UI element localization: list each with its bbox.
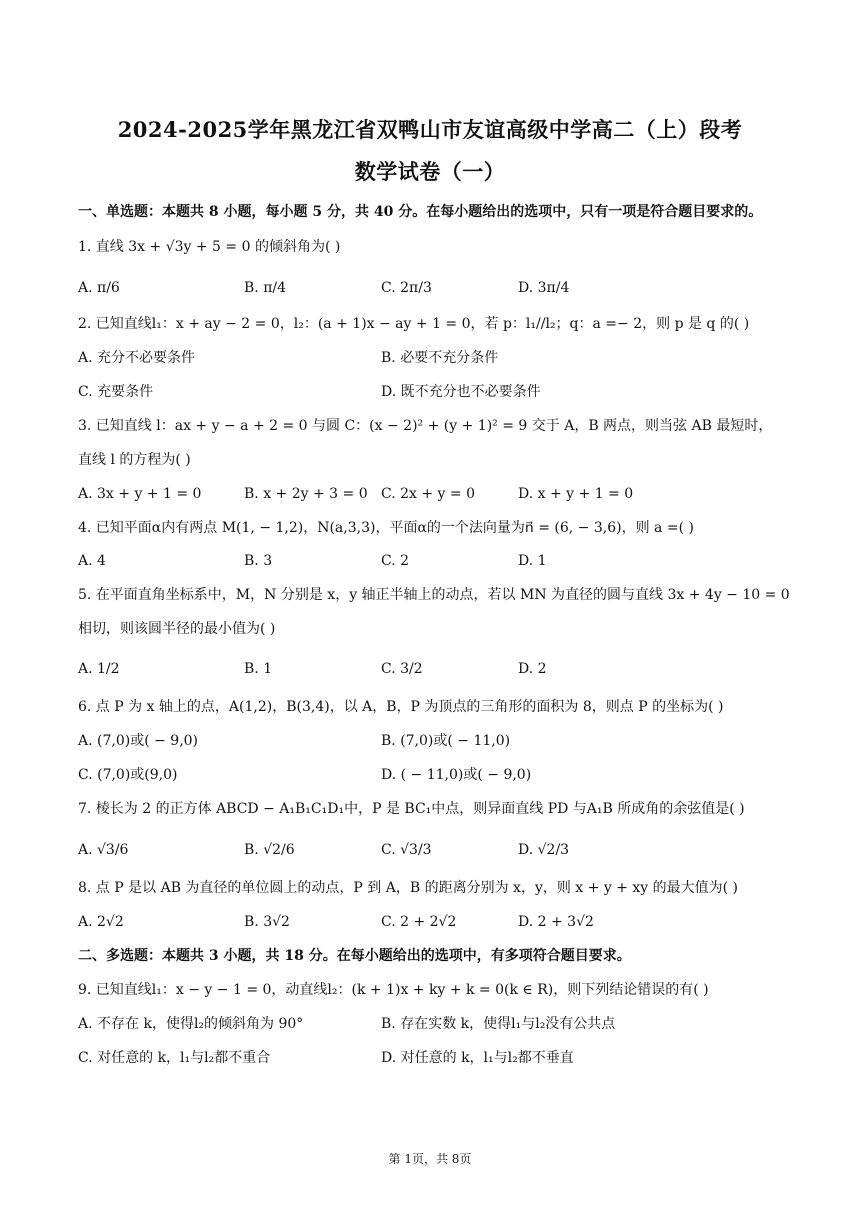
question-2-stem: 2. 已知直线l₁：x + ay − 2 = 0，l₂：(a + 1)x − ay + 1 = 0，若 p：l₁//l₂；q：a =− 2，则 p 是 q 的( )	[78, 316, 750, 332]
question-5-option-d: D. 2	[518, 661, 547, 677]
question-4-option-d: D. 1	[518, 553, 547, 569]
question-6-option-a: A. (7,0)或( − 9,0)	[78, 733, 199, 749]
question-3-stem: 3. 已知直线 l：ax + y − a + 2 = 0 与圆 C：(x − 2)² + (y + 1)² = 9 交于 A，B 两点，则当弦 AB 最短时，	[78, 418, 773, 434]
question-9-stem: 9. 已知直线l₁：x − y − 1 = 0，动直线l₂：(k + 1)x + ky + k = 0(k ∈ R)，则下列结论错误的有( )	[78, 982, 709, 998]
question-7-option-d: D. √2/3	[518, 842, 570, 858]
question-1-option-d: D. 3π/4	[518, 280, 570, 296]
section-heading-multiple-choice: 二、多选题：本题共 3 小题，共 18 分。在每小题给出的选项中，有多项符合题目要求。	[78, 948, 631, 964]
question-2-option-d: D. 既不充分也不必要条件	[381, 384, 541, 400]
question-1-option-b: B. π/4	[244, 280, 287, 296]
question-3-option-d: D. x + y + 1 = 0	[518, 486, 634, 502]
exam-title-line1: 2024-2025学年黑龙江省双鸭山市友谊高级中学高二（上）段考	[117, 117, 743, 142]
question-3-stem-continued: 直线 l 的方程为( )	[78, 452, 191, 468]
question-7-option-b: B. √2/6	[244, 842, 295, 858]
question-1-option-c: C. 2π/3	[381, 280, 432, 296]
question-6-option-b: B. (7,0)或( − 11,0)	[381, 733, 511, 749]
question-7-option-a: A. √3/6	[78, 842, 129, 858]
question-1-option-a: A. π/6	[78, 280, 120, 296]
section-heading-single-choice: 一、单选题：本题共 8 小题，每小题 5 分，共 40 分。在每小题给出的选项中，只有一项是符合题目要求的。	[78, 204, 763, 220]
question-4-option-a: A. 4	[78, 553, 106, 569]
question-5-stem-continued: 相切，则该圆半径的最小值为( )	[78, 621, 276, 637]
question-9-option-b: B. 存在实数 k，使得l₁与l₂没有公共点	[381, 1016, 616, 1032]
question-2-option-c: C. 充要条件	[78, 384, 154, 400]
question-8-stem: 8. 点 P 是以 AB 为直径的单位圆上的动点，P 到 A，B 的距离分别为 x，y，则 x + y + xy 的最大值为( )	[78, 880, 738, 896]
page-footer: 第 1页，共 8页	[388, 1152, 472, 1166]
question-3-option-a: A. 3x + y + 1 = 0	[78, 486, 202, 502]
question-8-option-d: D. 2 + 3√2	[518, 914, 594, 930]
question-4-stem: 4. 已知平面α内有两点 M(1, − 1,2)，N(a,3,3)，平面α的一个法向量为n⃗ = (6, − 3,6)，则 a =( )	[78, 520, 694, 536]
question-2-option-b: B. 必要不充分条件	[381, 350, 499, 366]
question-7-stem: 7. 棱长为 2 的正方体 ABCD − A₁B₁C₁D₁中，P 是 BC₁中点，则异面直线 PD 与A₁B 所成角的余弦值是( )	[78, 801, 745, 817]
question-5-option-b: B. 1	[244, 661, 273, 677]
question-8-option-a: A. 2√2	[78, 914, 124, 930]
question-6-stem: 6. 点 P 为 x 轴上的点，A(1,2)，B(3,4)，以 A，B，P 为顶点的三角形的面积为 8，则点 P 的坐标为( )	[78, 699, 724, 715]
question-3-option-b: B. x + 2y + 3 = 0	[244, 486, 368, 502]
question-5-option-a: A. 1/2	[78, 661, 120, 677]
question-5-option-c: C. 3/2	[381, 661, 423, 677]
question-8-option-b: B. 3√2	[244, 914, 290, 930]
question-7-option-c: C. √3/3	[381, 842, 432, 858]
question-9-option-c: C. 对任意的 k，l₁与l₂都不重合	[78, 1050, 271, 1066]
question-9-option-a: A. 不存在 k，使得l₂的倾斜角为 90°	[78, 1016, 304, 1032]
exam-title-line2: 数学试卷（一）	[354, 159, 506, 184]
question-1-stem: 1. 直线 3x + √3y + 5 = 0 的倾斜角为( )	[78, 239, 341, 255]
question-4-option-c: C. 2	[381, 553, 410, 569]
question-5-stem: 5. 在平面直角坐标系中，M，N 分别是 x，y 轴正半轴上的动点，若以 MN 为直径的圆与直线 3x + 4y − 10 = 0	[78, 587, 790, 603]
question-3-option-c: C. 2x + y = 0	[381, 486, 475, 502]
question-2-option-a: A. 充分不必要条件	[78, 350, 196, 366]
question-6-option-d: D. ( − 11,0)或( − 9,0)	[381, 767, 532, 783]
question-4-option-b: B. 3	[244, 553, 273, 569]
question-6-option-c: C. (7,0)或(9,0)	[78, 767, 178, 783]
question-9-option-d: D. 对任意的 k，l₁与l₂都不垂直	[381, 1050, 574, 1066]
question-8-option-c: C. 2 + 2√2	[381, 914, 457, 930]
